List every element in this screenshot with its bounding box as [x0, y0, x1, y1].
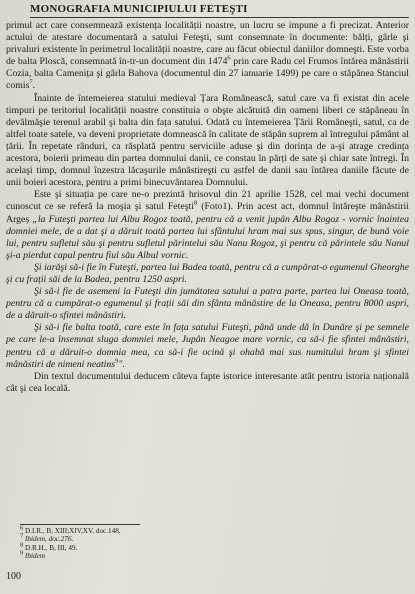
- footnote: 7 Ibidem, doc.276.: [20, 533, 74, 544]
- quote-paragraph-badea: Şi iarăşi să-i fie în Futeşti, partea lui Badea toată, pentru că a cumpărat-o egumenul Gheorghe şi cu frații săi de la Badea, pentru 1250 aspri.: [6, 261, 409, 285]
- quote-paragraph-oneasa: Şi să-i fie de asemeni la Futeşti din jumătatea satului a patra parte, partea lui Oneasa toată, pentru că a cumpărat-o egumenul şi frații săi din sfânta mânăstire de la Oneasa, pentru 8000 aspri, de a dăruit-o sfintei mânăstiri.: [6, 286, 409, 322]
- footnote: 9 Ibidem: [20, 549, 46, 561]
- paragraph-3: Este şi situația pe care ne-o prezintă hrisovul din 21 aprilie 1528, cel mai vechi document cunoscut ce se referă la moşia şi satul Feteşti$^8$ (Foto1). Prin acest act, domnul întăreşte mânăstirii Argeș „la Futeşti partea lui Albu Rogoz toată, pentru că a venit jupân Albu Rogoz - vornic înaintea domniei mele, de a dat şi a dăruit toată partea lui sfântului hram mai sus spus, singur, de bună voie lui, pentru sufletul său şi pentru sufletul părintelui său Nanu Rogoz, şi pentru că părintele său Nanul şi-a pierdut capul pentru fiul său Albul vornic.: [6, 189, 409, 261]
- body-text: [6, 20, 409, 395]
- paragraph-conclusion: Din textul documentului deducem câteva fapte istorice interesante atât pentru istoria națională cât şi cea locală.: [6, 370, 409, 394]
- footnote: 6 D.I.R., B, XIII;XIV,XV, doc.148.: [20, 524, 121, 535]
- paragraph-1: primul act care consemnează existența localității noastre, un lucru se impune a fi precizat. Anterior actului de atestare documentară a satului Feteşti, sunt consemnate în documente: bălți, gârle şi privaluri existente în perimetrul localității noastre, care au făcut obiectul daniilor domneşti. Este vorba de balta Ploscă, consemnată în-tr-un document din 1474$^6$ prin care Radu cel Frumos întărea mânăstirii Cozia, balta Camenița şi gârla Bahova (documentul din 27 ianuarie 1499) pe care o stăpânea Stanciul comis$^7$.: [6, 20, 409, 92]
- header-rule: [30, 17, 409, 18]
- footnotes: [20, 524, 121, 561]
- footnote: 8 D.R.H., B, III, 49.: [20, 541, 78, 552]
- running-header: MONOGRAFIA MUNICIPIULUI FETEŞTI: [30, 3, 248, 15]
- footnote-rule: [20, 524, 140, 525]
- page-number: 100: [6, 571, 21, 582]
- paragraph-2: Înainte de întemeierea statului medieval Țara Românească, satul care va fi existat din acele timpuri pe teritoriul localității noastre constituia o obşte alcătuită din oameni liberi ce stăpâneau în devălmăşie terenul arabil şi balta din fața satului. Odată cu întemeierea Țării Româneşti, satul, ca de altfel toate satele, va deveni proprietate domnească în calitate de stăpân suprem al întregului pământ al țării. În repetate rânduri, ca răsplată pentru serviciile aduse şi din dorința de a-şi atrage credința acestora, boierii primeau din partea domnului danii, ce constau în părți de sate şi chiar sate întregi. În acelaşi timp, domnul înzestra lăcaşurile mânăstireşti cu astfel de danii sau întărea daniile făcute de unii boieri acestora, pentru a primi binecuvântarea Domnului.: [6, 92, 409, 189]
- quote-paragraph-balta: Şi să-i fie balta toată, care este în fața satului Futeşti, până unde dă în Dunăre şi pe semnele pe care le-a însemnat sluga domniei mele, Jupân Neagoe mare vornic, ca să-i fie sfintei mânăstiri, pentru că a dăruit-o domnia mea, ca să-i fie ocină şi ohabă mai sus numitului hram şi sfintei mânăstiri de nimeni neatins$^9$".: [6, 322, 409, 370]
